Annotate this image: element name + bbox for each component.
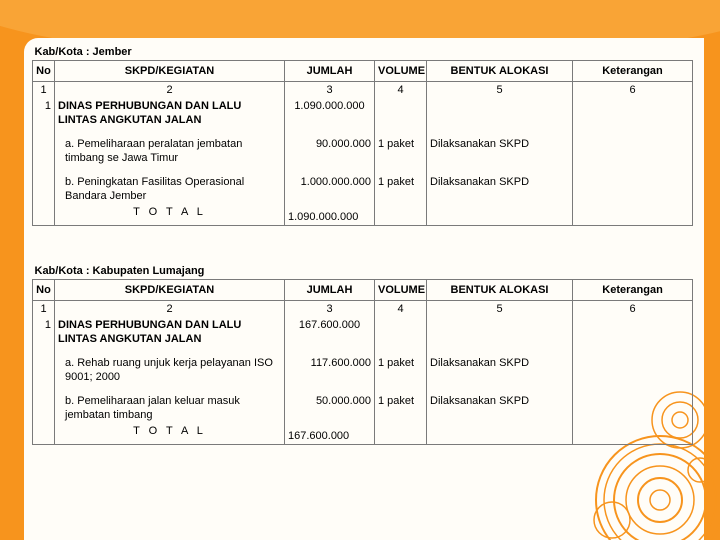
row-jumlah: 167.600.000 bbox=[285, 317, 375, 347]
table-row bbox=[33, 136, 693, 166]
header-bentuk-alokasi: BENTUK ALOKASI bbox=[427, 61, 573, 82]
row-bentuk-alokasi: Dilaksanakan SKPD bbox=[427, 136, 573, 166]
row-bentuk-alokasi: Dilaksanakan SKPD bbox=[427, 355, 573, 385]
row-jumlah: 50.000.000 bbox=[285, 393, 375, 423]
col-number: 5 bbox=[427, 82, 573, 99]
col-number: 3 bbox=[285, 301, 375, 318]
header-keterangan: Keterangan bbox=[573, 280, 693, 301]
col-number: 2 bbox=[55, 301, 285, 318]
col-number: 2 bbox=[55, 82, 285, 99]
table-row bbox=[33, 301, 693, 318]
header-jumlah: JUMLAH bbox=[285, 280, 375, 301]
table-row bbox=[33, 174, 693, 204]
total-jumlah: 167.600.000 bbox=[285, 423, 375, 445]
header-volume: VOLUME bbox=[375, 61, 427, 82]
table-row bbox=[33, 385, 693, 393]
total-row bbox=[33, 423, 693, 445]
header-keterangan: Keterangan bbox=[573, 61, 693, 82]
row-no: 1 bbox=[33, 317, 55, 347]
header-volume: VOLUME bbox=[375, 280, 427, 301]
table-row bbox=[33, 317, 693, 347]
total-label: T O T A L bbox=[55, 423, 285, 445]
total-jumlah: 1.090.000.000 bbox=[285, 204, 375, 226]
col-number: 1 bbox=[33, 82, 55, 99]
col-number: 4 bbox=[375, 301, 427, 318]
header-kegiatan: SKPD/KEGIATAN bbox=[55, 280, 285, 301]
row-jumlah: 1.000.000.000 bbox=[285, 174, 375, 204]
allocation-table-lumajang bbox=[32, 263, 693, 445]
table-caption: Kab/Kota : Kabupaten Lumajang bbox=[34, 265, 205, 277]
header-no: No bbox=[33, 61, 55, 82]
col-number: 1 bbox=[33, 301, 55, 318]
row-volume: 1 paket bbox=[375, 174, 427, 204]
row-bentuk-alokasi: Dilaksanakan SKPD bbox=[427, 393, 573, 423]
skpd-name: DINAS PERHUBUNGAN DAN LALU LINTAS ANGKUTAN JALAN bbox=[55, 98, 285, 128]
table-row bbox=[33, 166, 693, 174]
row-jumlah: 90.000.000 bbox=[285, 136, 375, 166]
col-number: 3 bbox=[285, 82, 375, 99]
skpd-name: DINAS PERHUBUNGAN DAN LALU LINTAS ANGKUTAN JALAN bbox=[55, 317, 285, 347]
table-row bbox=[33, 393, 693, 423]
col-number: 6 bbox=[573, 82, 693, 99]
total-label: T O T A L bbox=[55, 204, 285, 226]
kegiatan-item: b. Peningkatan Fasilitas Operasional Bandara Jember bbox=[55, 174, 285, 204]
row-no: 1 bbox=[33, 98, 55, 128]
header-no: No bbox=[33, 280, 55, 301]
allocation-table-jember bbox=[32, 44, 693, 226]
row-volume: 1 paket bbox=[375, 136, 427, 166]
col-number: 5 bbox=[427, 301, 573, 318]
total-row bbox=[33, 204, 693, 226]
row-bentuk-alokasi: Dilaksanakan SKPD bbox=[427, 174, 573, 204]
kegiatan-item: a. Pemeliharaan peralatan jembatan timbang se Jawa Timur bbox=[55, 136, 285, 166]
col-number: 6 bbox=[573, 301, 693, 318]
col-number: 4 bbox=[375, 82, 427, 99]
table-caption: Kab/Kota : Jember bbox=[34, 46, 132, 58]
header-bentuk-alokasi: BENTUK ALOKASI bbox=[427, 280, 573, 301]
kegiatan-item: b. Pemeliharaan jalan keluar masuk jembatan timbang bbox=[55, 393, 285, 423]
table-row bbox=[33, 355, 693, 385]
row-volume: 1 paket bbox=[375, 355, 427, 385]
row-jumlah: 117.600.000 bbox=[285, 355, 375, 385]
header-kegiatan: SKPD/KEGIATAN bbox=[55, 61, 285, 82]
table-row bbox=[33, 128, 693, 136]
table-row bbox=[33, 82, 693, 99]
row-jumlah: 1.090.000.000 bbox=[285, 98, 375, 128]
kegiatan-item: a. Rehab ruang unjuk kerja pelayanan ISO 9001; 2000 bbox=[55, 355, 285, 385]
table-row bbox=[33, 347, 693, 355]
row-volume: 1 paket bbox=[375, 393, 427, 423]
table-row bbox=[33, 98, 693, 128]
header-jumlah: JUMLAH bbox=[285, 61, 375, 82]
